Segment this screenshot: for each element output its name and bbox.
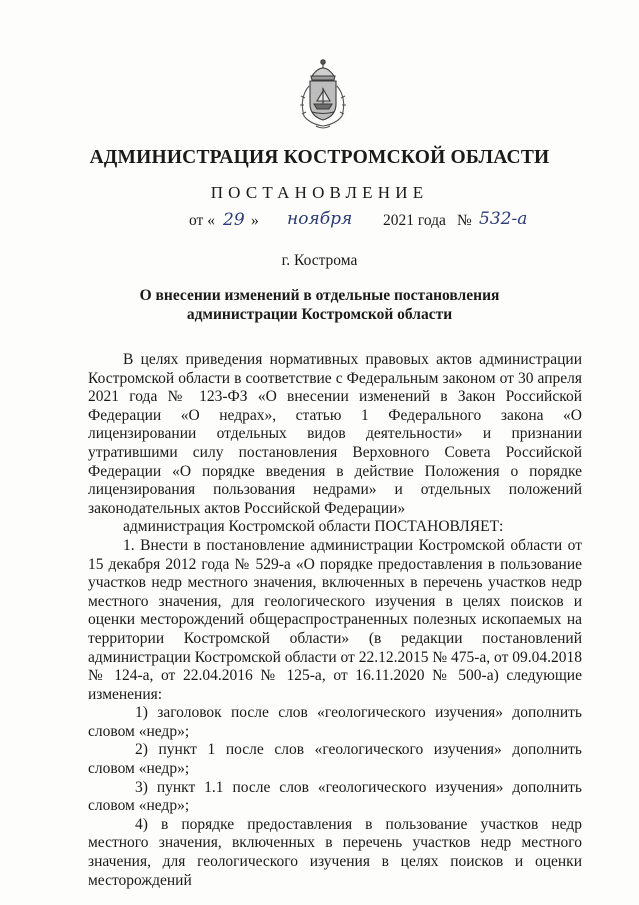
date-month-handwritten: ноября bbox=[287, 209, 353, 229]
organization-title: АДМИНИСТРАЦИЯ КОСТРОМСКОЙ ОБЛАСТИ bbox=[89, 147, 550, 168]
subject-line-2: администрации Костромской области bbox=[186, 306, 453, 323]
document-number-handwritten: 532-а bbox=[479, 209, 528, 229]
subitem-1-paragraph: 1) заголовок после слов «геологического изучения» дополнить словом «недр»; bbox=[88, 704, 582, 740]
document-subject bbox=[0, 286, 639, 324]
date-day-close: » bbox=[251, 212, 259, 229]
document-type: ПОСТАНОВЛЕНИЕ bbox=[210, 183, 429, 202]
city-name: г. Кострома bbox=[281, 252, 358, 269]
date-prefix: от « bbox=[189, 212, 215, 229]
subitem-3-paragraph: 3) пункт 1.1 после слов «геологического изучения» дополнить словом «недр»; bbox=[88, 778, 582, 815]
document-body bbox=[88, 351, 582, 890]
subitem-2-paragraph: 2) пункт 1 после слов «геологического изучения» дополнить словом «недр»; bbox=[88, 741, 582, 778]
date-day-handwritten: 29 bbox=[223, 210, 245, 230]
date-year: 2021 года bbox=[383, 212, 446, 229]
subitem-4-paragraph: 4) в порядке предоставления в пользование участков недр местного значения, включенных в перечень участков недр местного значения, для геологического изучения в целях поисков и оценки месторождений bbox=[88, 815, 582, 889]
preamble-paragraph: В целях приведения нормативных правовых актов администрации Костромской области в соответствие с Федеральным законом от 30 апреля 2021 года № 123-ФЗ «О внесении изменений в Закон Российской Федерации «О недрах», статью 1 Федерального закона «О лицензировании отдельных видов деятельности» и признании утратившими силу постановления Верховного Совета Российской Федерации «О порядке введения в действие Положения о порядке лицензирования пользования недрами» и отдельных положений законодательных актов Российской Федерации» bbox=[88, 351, 582, 517]
resolves-paragraph: администрация Костромской области ПОСТАНОВЛЯЕТ: bbox=[123, 518, 504, 536]
item-1-paragraph: 1. Внести в постановление администрации Костромской области от 15 декабря 2012 года № 529-а «О порядке предоставления в пользование участков недр местного значения, включенных в перечень участков недр местного значения, для геологического изучения в целях поисков и оценки месторождений общераспространенных полезных ископаемых на территории Костромской области» (в редакции постановлений администрации Костромской области от 22.12.2015 № 475-а, от 09.04.2018 № 124-а, от 22.04.2016 № 125-а, от 16.11.2020 № 500-а) следующие изменения: bbox=[88, 536, 582, 703]
subject-line-1: О внесении изменений в отдельные постановления bbox=[139, 287, 500, 304]
date-line bbox=[189, 209, 569, 240]
coat-of-arms-icon bbox=[296, 58, 350, 130]
number-label: № bbox=[457, 212, 472, 229]
